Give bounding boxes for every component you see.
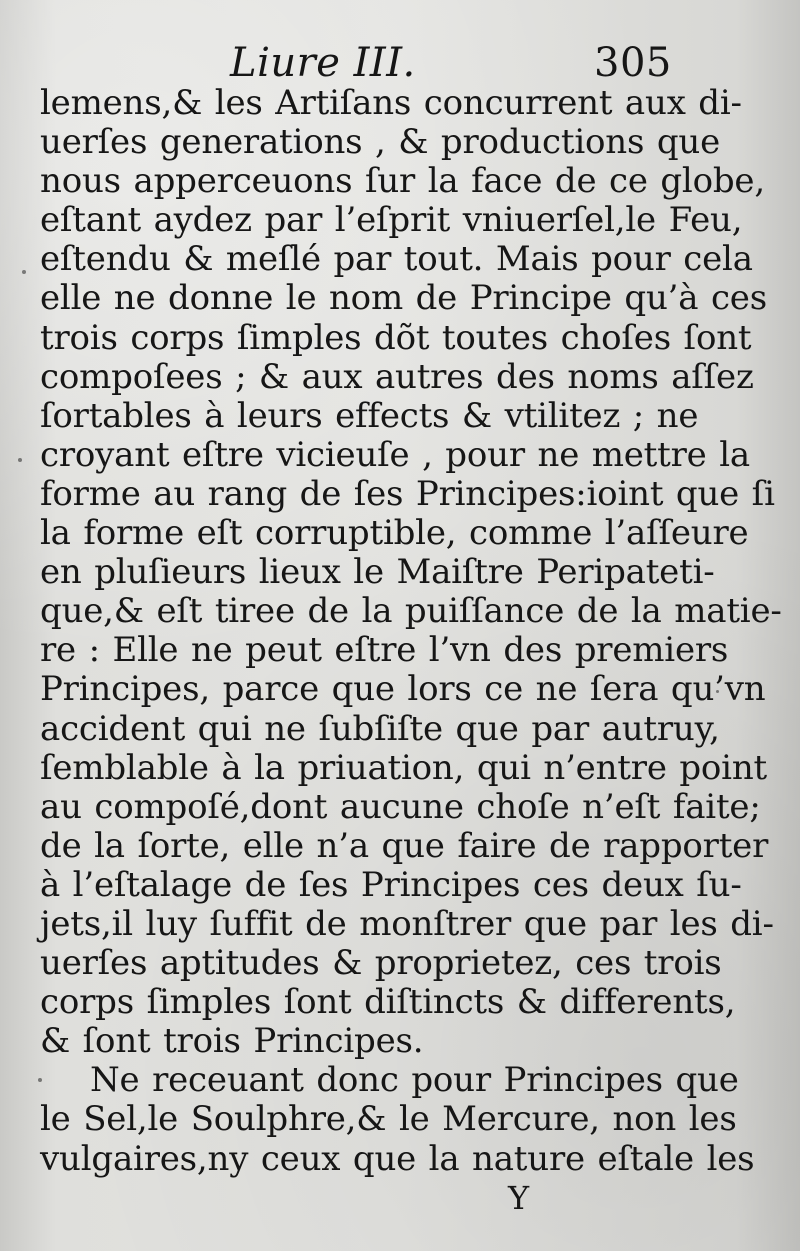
text-line: uerſes aptitudes & proprietez, ces trois <box>40 943 722 984</box>
text-line: croyant eſtre vicieuſe , pour ne mettre la <box>40 434 750 475</box>
text-line: corps ſimples ſont diſtincts & differents, <box>40 982 736 1023</box>
text-line: ſemblable à la priuation, qui n’entre point <box>40 747 768 788</box>
text-line: eſtant aydez par l’eſprit vniuerſel,le Feu, <box>40 200 743 241</box>
text-line: & ſont trois Principes. <box>40 1021 424 1062</box>
page-header <box>0 38 800 88</box>
text-line: lemens,& les Artiſans concurrent aux di- <box>40 83 742 123</box>
paper-speck <box>38 1078 42 1082</box>
text-line: compoſees ; & aux autres des noms aſſez <box>40 356 754 397</box>
paragraph-first-line: Ne receuant donc pour Principes que <box>90 1060 739 1101</box>
text-line: nous apperceuons ſur la face de ce globe, <box>40 161 765 202</box>
text-line: jets,il luy ſuffit de monſtrer que par les di- <box>40 903 774 944</box>
text-line: à l’eſtalage de ſes Principes ces deux ſu- <box>40 864 742 905</box>
text-line: que,& eſt tiree de la puiſſance de la matie- <box>40 591 782 632</box>
paper-speck <box>18 458 22 462</box>
text-line: forme au rang de ſes Principes:ioint que ſi <box>40 473 775 514</box>
paper-speck <box>22 270 26 274</box>
text-line: trois corps ſimples dõt toutes choſes ſont <box>40 317 752 358</box>
text-line: ſortables à leurs effects & vtilitez ; ne <box>40 395 699 436</box>
text-line: Principes, parce que lors ce ne ſera qu’vn <box>40 669 766 710</box>
text-line: le Sel,le Soulphre,& le Mercure, non les <box>40 1099 737 1140</box>
page-number: 305 <box>594 40 672 86</box>
text-line: la forme eſt corruptible, comme l’aſſeure <box>40 513 749 554</box>
text-line: re : Elle ne peut eſtre l’vn des premiers <box>40 630 729 671</box>
text-line: uerſes generations , & productions que <box>40 122 721 163</box>
signature-mark: Y <box>508 1179 531 1217</box>
text-line: de la ſorte, elle n’a que faire de rapporter <box>40 825 769 866</box>
running-title: Liure III. <box>230 40 416 86</box>
text-line: elle ne donne le nom de Principe qu’à ces <box>40 278 767 319</box>
text-line: accident qui ne ſubſiſte que par autruy, <box>40 708 720 749</box>
text-line: au compoſé,dont aucune choſe n’eſt faite; <box>40 786 761 827</box>
text-line: vulgaires,ny ceux que la nature eſtale les <box>40 1138 755 1179</box>
text-line: eſtendu & meſlé par tout. Mais pour cela <box>40 239 753 280</box>
paper-speck <box>716 690 719 693</box>
text-line: en pluſieurs lieux le Maiſtre Peripateti- <box>40 552 715 593</box>
body-text <box>40 83 782 1179</box>
